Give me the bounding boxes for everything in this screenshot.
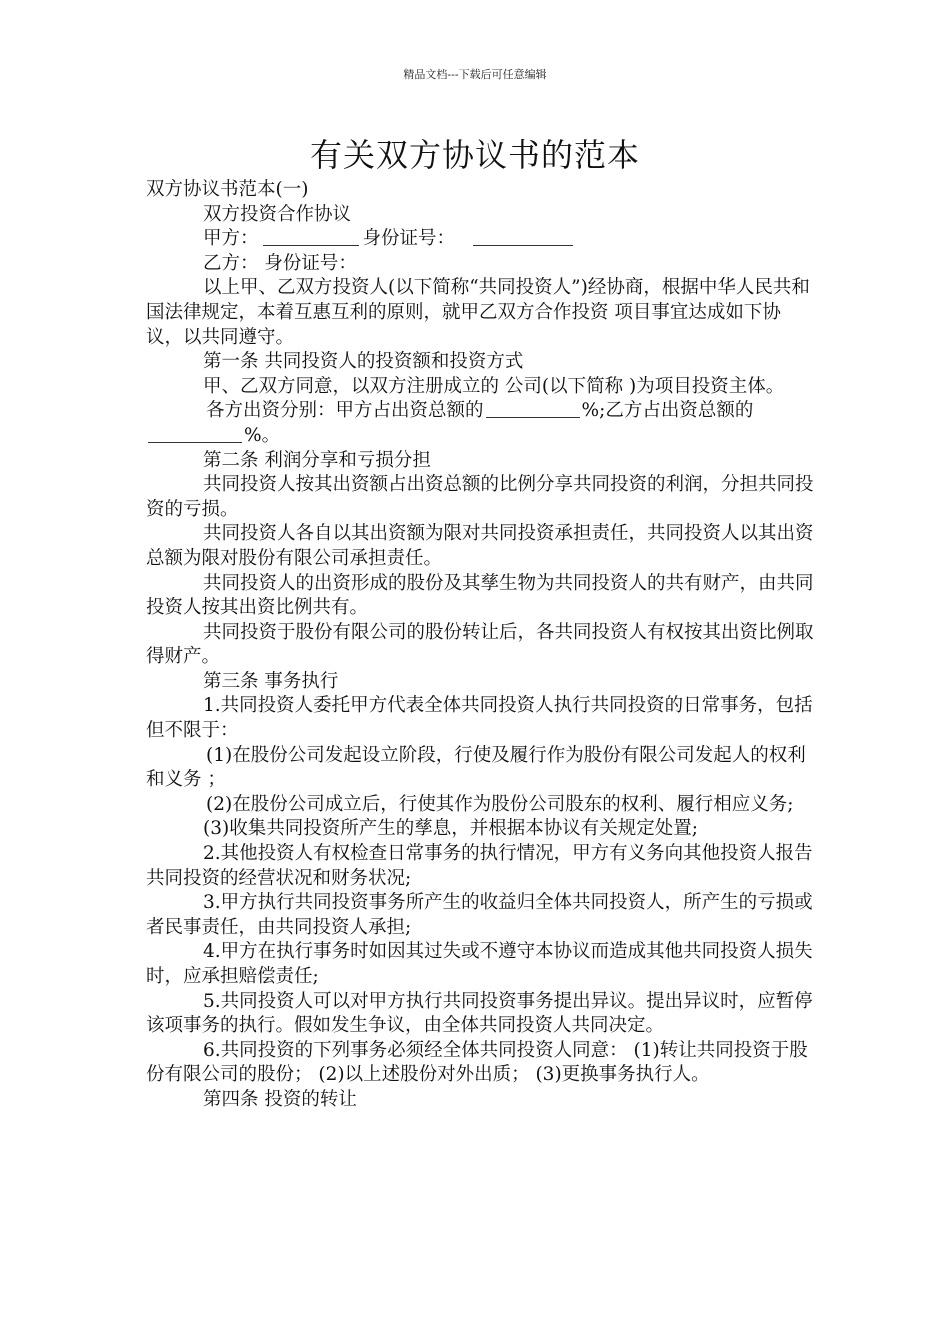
preamble-paragraph: 以上甲、乙双方投资人(以下简称“共同投资人”)经协商，根据中华人民共和国法律规定，本着互惠互利的原则，就甲乙双方合作投资 项目事宜达成如下协议，以共同遵守。 [146,277,810,348]
article-3-subitem-3: (3)收集共同投资所产生的孳息，并根据本协议有关规定处置; [203,818,698,840]
article-2-paragraph-1: 共同投资人按其出资额占出资总额的比例分享共同投资的利润，分担共同投资的亏损。 [146,474,814,520]
document-body [146,178,814,1113]
agreement-name: 双方投资合作协议 [203,203,352,225]
article-2-paragraph-3: 共同投资人的出资形成的股份及其孳生物为共同投资人的共有财产，由共同投资人按其出资比例共有。 [146,572,814,619]
article-2-paragraph-2: 共同投资人各自以其出资额为限对共同投资承担责任，共同投资人以其出资总额为限对股份有限公司承担责任。 [146,523,814,569]
party-a-percent-blank [486,399,580,418]
article-3-item-2: 2.其他投资人有权检查日常事务的执行情况，甲方有义务向其他投资人报告共同投资的经营状况和财务状况; [146,843,813,889]
page-header-note: 精品文档---下载后可任意编辑 [403,68,547,81]
id-number-label: 身份证号： [362,228,456,250]
article-3-item-3: 3.甲方执行共同投资事务所产生的收益归全体共同投资人，所产生的亏损或者民事责任，由共同投资人承担; [146,892,813,938]
contribution-paragraph [146,399,814,448]
article-3-heading: 第三条 事务执行 [203,670,339,692]
article-2-paragraph-4: 共同投资于股份有限公司的股份转让后，各共同投资人有权按其出资比例取得财产。 [146,621,814,668]
article-2-heading: 第二条 利润分享和亏损分担 [203,449,431,471]
party-a-name-blank [263,227,359,246]
article-4-heading: 第四条 投资的转让 [203,1088,357,1110]
article-1-heading: 第一条 共同投资人的投资额和投资方式 [203,351,524,373]
article-3-item-1: 1.共同投资人委托甲方代表全体共同投资人执行共同投资的日常事务，包括但不限于： [146,695,813,742]
contribution-text-c: %。 [244,424,281,446]
article-3-item-5: 5.共同投资人可以对甲方执行共同投资事务提出异议。提出异议时，应暂停该项事务的执行。假如发生争议，由全体共同投资人共同决定。 [146,990,813,1037]
article-3-subitem-2: (2)在股份公司成立后，行使其作为股份公司股东的权利、履行相应义务; [206,793,794,815]
article-3-subitem-1: (1)在股份公司发起设立阶段，行使及履行作为股份有限公司发起人的权利和义务 ； [146,744,806,791]
contribution-text-a: 各方出资分别：甲方占出资总额的 [206,400,484,422]
contribution-text-b: %;乙方占出资总额的 [581,400,754,422]
document-title: 有关双方协议书的范本 [309,136,640,174]
party-b-line: 乙方： 身份证号： [203,252,357,274]
id-number-blank [473,227,573,246]
article-3-item-6: 6.共同投资的下列事务必须经全体共同投资人同意： (1)转让共同投资于股份有限公司的股份； (2)以上述股份对外出质； (3)更换事务执行人。 [146,1039,808,1086]
party-a-line [146,227,814,252]
article-3-item-4: 4.甲方在执行事务时如因其过失或不遵守本协议而造成其他共同投资人损失时，应承担赔偿责任; [146,941,813,987]
subtitle: 双方协议书范本(一) [146,179,309,200]
article-1-paragraph-1: 甲、乙双方同意，以双方注册成立的 公司(以下简称 )为项目投资主体。 [203,375,785,397]
party-a-label: 甲方： [203,228,259,250]
party-b-percent-blank [148,424,242,443]
